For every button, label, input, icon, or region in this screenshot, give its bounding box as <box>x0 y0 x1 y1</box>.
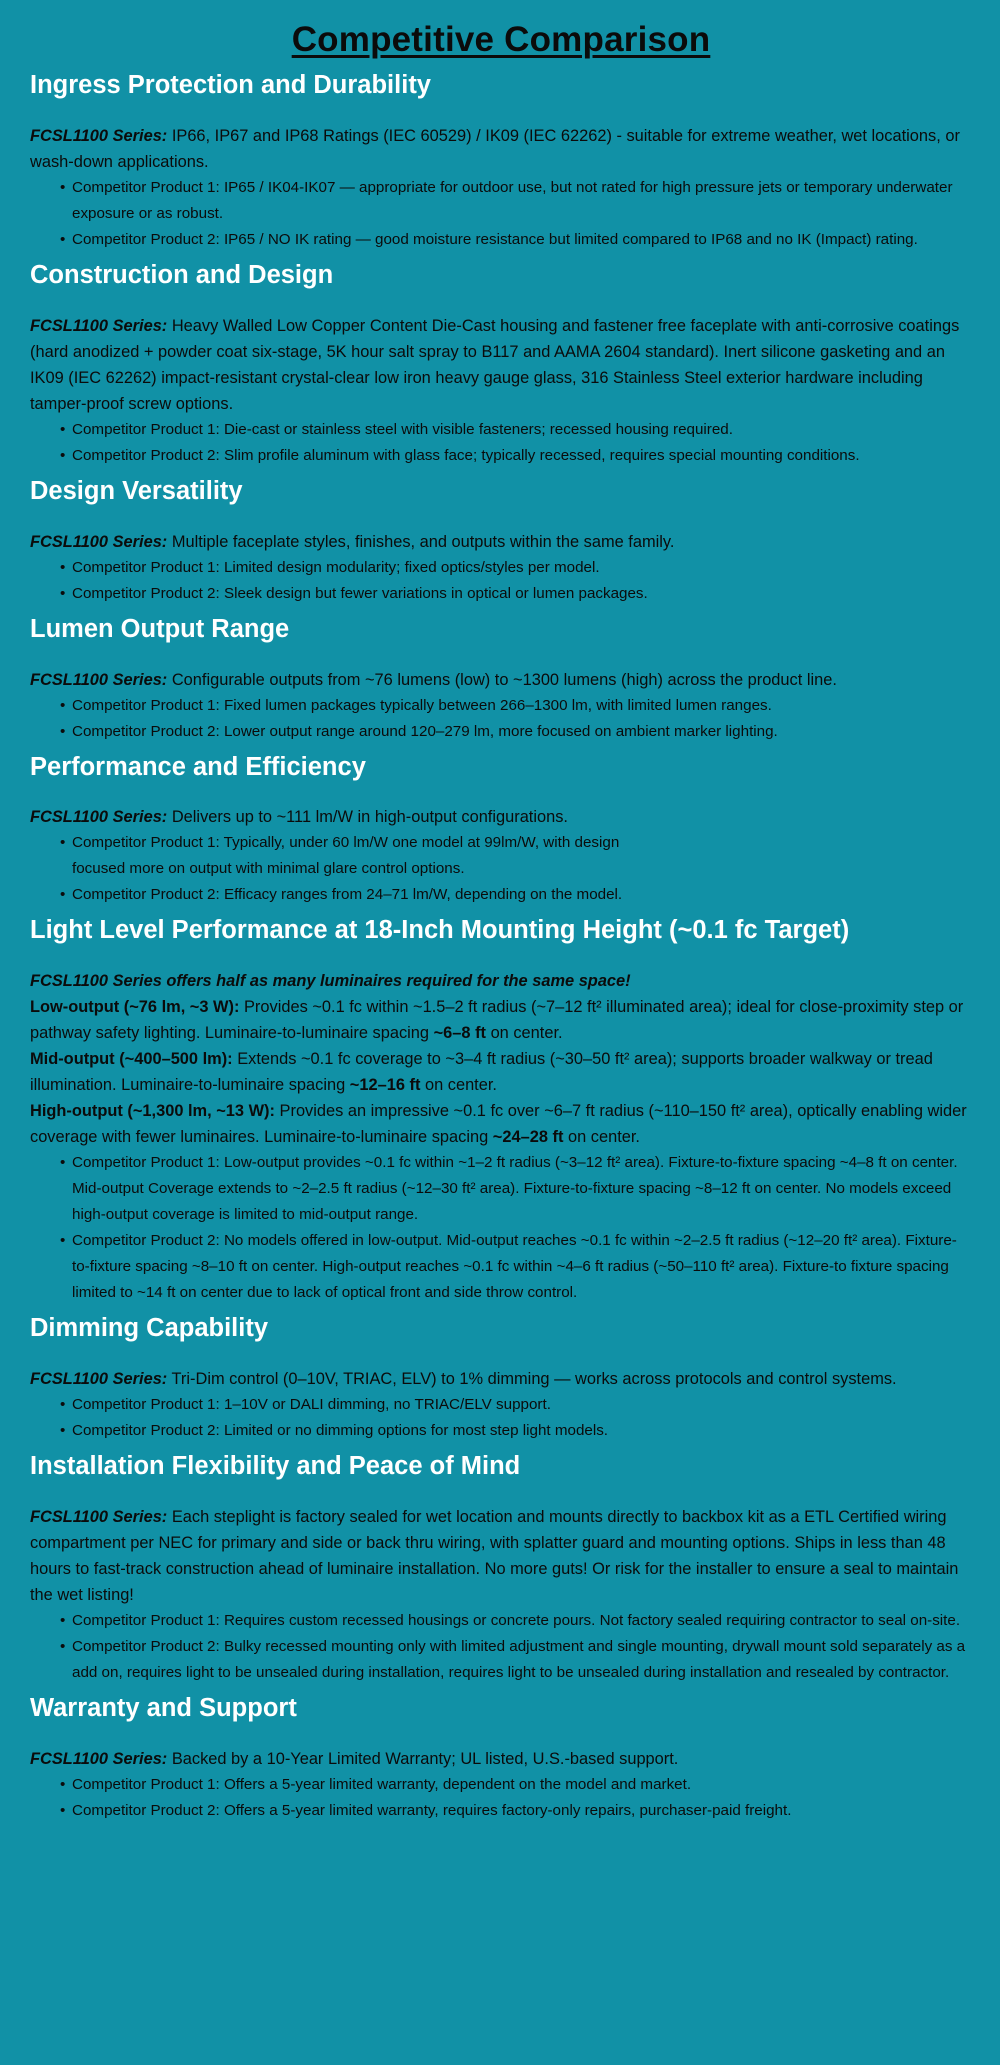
competitor-item: • Competitor Product 2: Efficacy ranges from 24–71 lm/W, depending on the model. <box>72 882 972 908</box>
section-heading: Ingress Protection and Durability <box>30 71 431 99</box>
series-description <box>30 123 972 175</box>
competitor-item: • Competitor Product 1: IP65 / IK04-IK07 — appropriate for outdoor use, but not rated for high pressure jets or temporary underwater exposure or as robust. <box>72 175 972 227</box>
section-heading: Design Versatility <box>30 476 243 505</box>
series-lead: FCSL1100 Series: <box>30 532 168 551</box>
section-lumen-output <box>30 614 972 745</box>
section-heading: Construction and Design <box>30 260 334 289</box>
series-description <box>30 667 972 693</box>
series-text: Configurable outputs from ~76 lumens (low) to ~1300 lumens (high) across the product line. <box>171 670 837 689</box>
competitor-item: • Competitor Product 1: 1–10V or DALI dimming, no TRIAC/ELV support. <box>72 1392 972 1418</box>
series-lead: FCSL1100 Series: <box>30 808 168 827</box>
high-output-text: Provides an impressive ~0.1 fc over ~6–7 ft radius (~110–150 ft² area), optically enabling wider coverage with fewer luminaires. Luminaire-to-luminaire spacing <box>30 1102 967 1147</box>
low-output-text: Provides ~0.1 fc within ~1.5–2 ft radius (~7–12 ft² illuminated area); ideal for close-proximity step or pathway safety lighting. Luminaire-to-luminaire spacing <box>30 998 964 1043</box>
competitor-item: • Competitor Product 1: Die-cast or stainless steel with visible fasteners; recessed housing required. <box>72 417 972 443</box>
competitor-item: • Competitor Product 1: Typically, under 60 lm/W one model at 99lm/W, with design focused more on output with minimal glare control options. <box>72 830 632 882</box>
competitor-list <box>30 1150 972 1306</box>
competitor-list <box>30 555 972 607</box>
series-lead: FCSL1100 Series: <box>30 1370 168 1389</box>
low-output-row <box>30 994 972 1046</box>
section-warranty <box>30 1693 972 1824</box>
series-description <box>30 1746 972 1772</box>
high-output-tail: on center. <box>567 1128 640 1147</box>
series-text: Delivers up to ~111 lm/W in high-output configurations. <box>171 808 568 827</box>
low-output-tail: on center. <box>490 1024 563 1043</box>
section-heading: Warranty and Support <box>30 1694 297 1722</box>
section-dimming <box>30 1313 972 1444</box>
series-description <box>30 804 972 830</box>
series-description <box>30 1504 972 1608</box>
section-heading: Installation Flexibility and Peace of Mind <box>30 1452 521 1481</box>
competitor-item: • Competitor Product 1: Limited design modularity; fixed optics/styles per model. <box>72 555 972 581</box>
series-text: IP66, IP67 and IP68 Ratings (IEC 60529) / IK09 (IEC 62262) - suitable for extreme weather, wet locations, or wash-down applications. <box>30 126 960 171</box>
competitor-list <box>30 1772 972 1824</box>
competitor-item: • Competitor Product 1: Fixed lumen packages typically between 266–1300 lm, with limited lumen ranges. <box>72 693 972 719</box>
competitor-item: • Competitor Product 2: Lower output range around 120–279 lm, more focused on ambient marker lighting. <box>72 719 972 745</box>
competitor-item: • Competitor Product 2: Sleek design but fewer variations in optical or lumen packages. <box>72 581 972 607</box>
competitor-list <box>30 417 972 469</box>
series-text: Each steplight is factory sealed for wet location and mounts directly to backbox kit as a ETL Certified wiring compartment per NEC for primary and side or back thru wiring, with splatter guard and mounting options. Ships in less than 48 hours to fast-track construction ahead of luminaire installation. No more guts! Or risk for the installer to ensure a seal to maintain the wet listing! <box>30 1508 959 1604</box>
section-heading: Lumen Output Range <box>30 614 290 643</box>
competitor-list <box>30 175 972 253</box>
competitor-list <box>30 693 972 745</box>
series-lead: FCSL1100 Series: <box>30 1508 168 1526</box>
mid-output-text: Extends ~0.1 fc coverage to ~3–4 ft radius (~30–50 ft² area); supports broader walkway or tread illumination. Luminaire-to-luminaire spacing <box>30 1050 933 1095</box>
section-heading: Performance and Efficiency <box>30 752 366 781</box>
competitor-list <box>30 1608 972 1686</box>
competitor-item: • Competitor Product 1: Low-output provides ~0.1 fc within ~1–2 ft radius (~3–12 ft² area). Fixture-to-fixture spacing ~4–8 ft on center. Mid-output Coverage extends to ~2–2.5 ft radius (~12–30 ft² area). Fixture-to-fixture spacing ~8–12 ft on center. No models exceed high-output coverage is limited to mid-output range. <box>72 1150 972 1228</box>
series-lead: FCSL1100 Series: <box>30 316 168 335</box>
page-title: Competitive Comparison <box>291 20 711 59</box>
section-versatility <box>30 476 972 607</box>
section-ingress <box>30 70 972 253</box>
competitor-item: • Competitor Product 2: Slim profile aluminum with glass face; typically recessed, requires special mounting conditions. <box>72 443 972 469</box>
series-description <box>30 313 972 417</box>
series-lead: FCSL1100 Series: <box>30 670 168 689</box>
competitor-item: • Competitor Product 2: Offers a 5-year limited warranty, requires factory-only repairs, purchaser-paid freight. <box>72 1798 972 1824</box>
mid-output-label: Mid-output (~400–500 lm): <box>30 1050 233 1069</box>
series-description <box>30 529 972 555</box>
high-output-label: High-output (~1,300 lm, ~13 W): <box>30 1102 275 1121</box>
section-light-level <box>30 915 972 1306</box>
series-text: Heavy Walled Low Copper Content Die-Cast housing and fastener free faceplate with anti-corrosive coatings (hard anodized + powder coat six-stage, 5K hour salt spray to B117 and AAMA 2604 standard). Inert silicone gasketing and an IK09 (IEC 62262) impact-resistant crystal-clear low iron heavy gauge glass, 316 Stainless Steel exterior hardware including tamper-proof screw options. <box>30 316 960 413</box>
competitor-item: • Competitor Product 2: Limited or no dimming options for most step light models. <box>72 1418 972 1444</box>
light-level-lead <box>30 968 972 994</box>
series-text: Multiple faceplate styles, finishes, and outputs within the same family. <box>171 532 675 551</box>
section-installation <box>30 1451 972 1686</box>
competitor-list <box>30 1392 972 1444</box>
light-level-lead-text: FCSL1100 Series offers half as many luminaires required for the same space! <box>30 972 631 991</box>
competitor-list <box>30 830 972 908</box>
series-lead: FCSL1100 Series: <box>30 126 168 145</box>
competitor-item: • Competitor Product 2: No models offered in low-output. Mid-output reaches ~0.1 fc within ~2–2.5 ft radius (~12–20 ft² area). Fixture-to-fixture spacing ~8–10 ft on center. High-output reaches ~0.1 fc within ~4–6 ft radius (~50–110 ft² area). Fixture-to fixture spacing limited to ~14 ft on center due to lack of optical front and side throw control. <box>72 1228 972 1306</box>
competitor-item: • Competitor Product 2: Bulky recessed mounting only with limited adjustment and single mounting, drywall mount sold separately as a add on, requires light to be unsealed during installation, requires light to be unsealed during installation and resealed by contractor. <box>72 1634 972 1686</box>
series-lead: FCSL1100 Series: <box>30 1749 168 1768</box>
section-heading: Dimming Capability <box>30 1314 269 1343</box>
series-description <box>30 1366 972 1392</box>
mid-output-tail: on center. <box>424 1076 497 1095</box>
mid-output-spacing: ~12–16 ft <box>349 1076 421 1095</box>
section-performance <box>30 752 972 909</box>
high-output-spacing: ~24–28 ft <box>492 1128 564 1147</box>
competitor-item: • Competitor Product 1: Offers a 5-year limited warranty, dependent on the model and market. <box>72 1772 972 1798</box>
high-output-row <box>30 1098 972 1150</box>
mid-output-row <box>30 1046 972 1098</box>
section-heading: Light Level Performance at 18-Inch Mounting Height (~0.1 fc Target) <box>30 916 850 945</box>
series-text: Backed by a 10-Year Limited Warranty; UL listed, U.S.-based support. <box>171 1749 679 1768</box>
competitor-item: • Competitor Product 2: IP65 / NO IK rating — good moisture resistance but limited compared to IP68 and no IK (Impact) rating. <box>72 227 972 253</box>
low-output-label: Low-output (~76 lm, ~3 W): <box>30 998 240 1017</box>
series-text: Tri-Dim control (0–10V, TRIAC, ELV) to 1% dimming — works across protocols and control systems. <box>171 1370 897 1389</box>
section-construction <box>30 260 972 469</box>
competitor-item: • Competitor Product 1: Requires custom recessed housings or concrete pours. Not factory sealed requiring contractor to seal on-site. <box>72 1608 972 1634</box>
low-output-spacing: ~6–8 ft <box>433 1024 486 1043</box>
